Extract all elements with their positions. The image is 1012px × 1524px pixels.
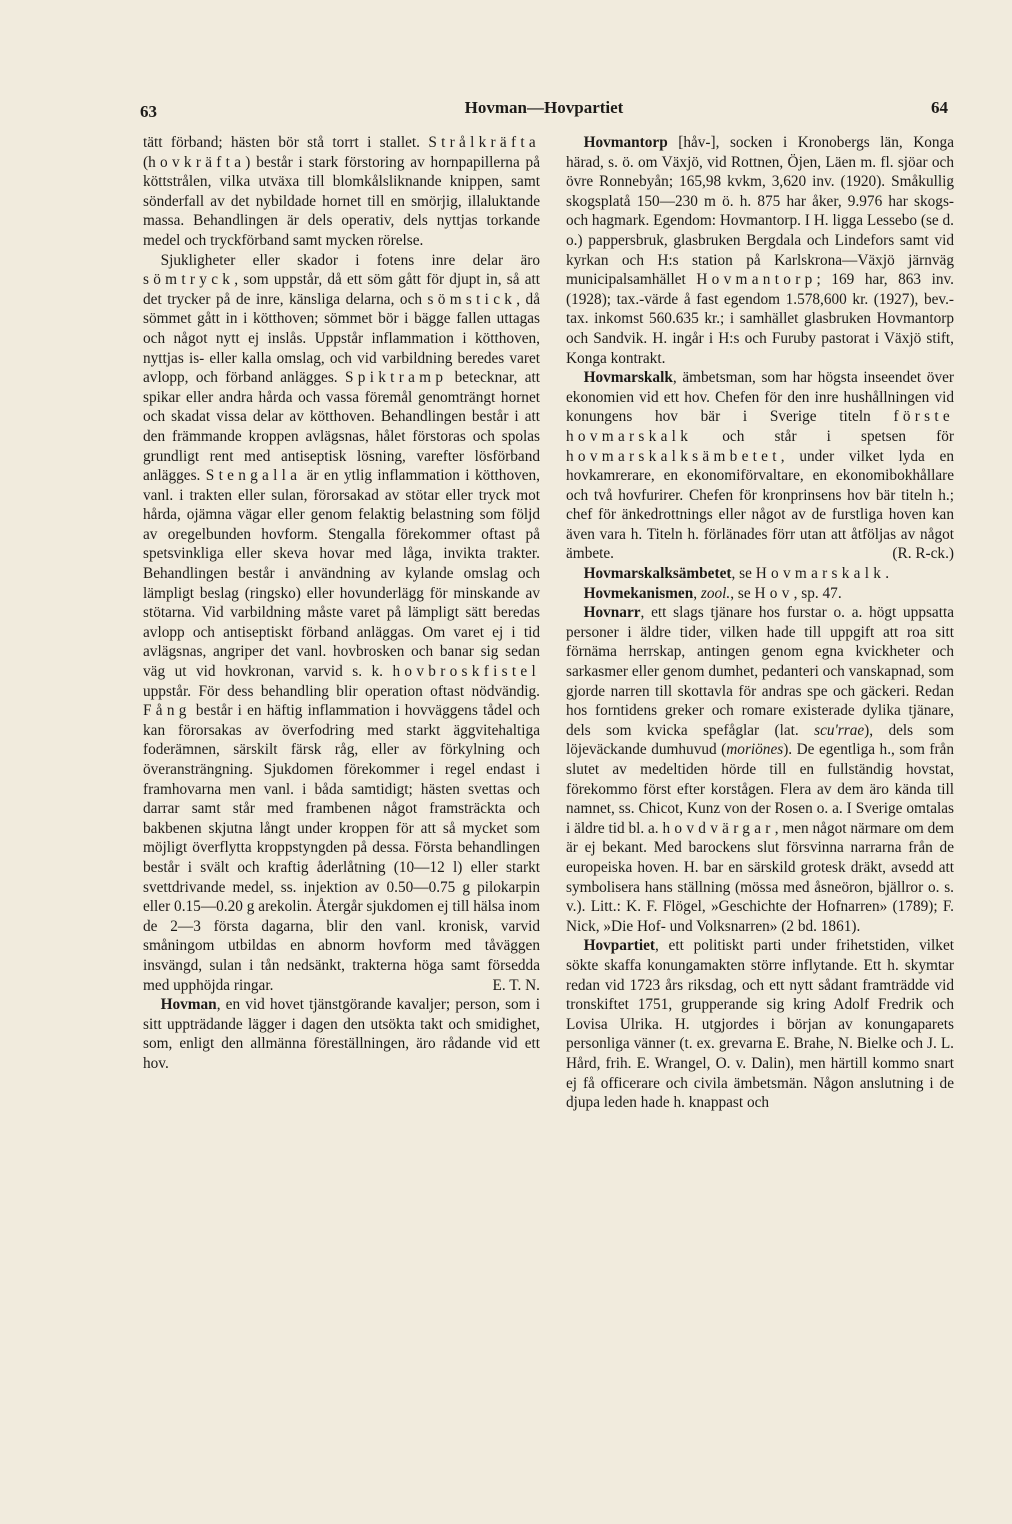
paragraph: tätt förband; hästen bör stå torrt i stallet. Strålkräfta (hovkräfta) består i stark förstoring av hornpapillerna på köttstrålen, vilka utväxa till blomkålsliknande knippen, samt sönderfall av det nybildade hornet till en smörjig, illaluktande massa. Behandlingen är dels operativ, dels nyttjas torkande medel och tryckförband samt mycken rörelse. — [143, 134, 540, 249]
author-signature: E. T. N. — [492, 976, 540, 994]
running-title: Hovman—Hovpartiet — [464, 98, 624, 117]
author-signature: (R. R-ck.) — [892, 545, 954, 563]
entry-headword: Hovpartiet — [583, 937, 655, 955]
entry-headword: Hovmantorp — [583, 134, 668, 151]
entry-hovmarskalk: Hovmarskalk, ämbetsman, som har högsta inseendet över ekonomien vid ett hov. Chefen för den inre hushållningen vid konungens hov bär i Sverige titeln förste hovmarskalk och står i spetsen för hovmarskalksämbetet, under vilket lyda en hovkamrerare, en ekonomiförvaltare, en ekonomibokhållare och två hovfurirer. Chefen för kronprinsens hov bär titeln h.; chef för änkedrottnings eller något av de furstliga hoven kan även vara h. Titeln h. förlänades förr utan att åtföljas av något ämbete. (R. R-ck.) — [566, 369, 954, 563]
page-number-left: 63 — [140, 102, 157, 121]
entry-hovpartiet: Hovpartiet, ett politiskt parti under frihetstiden, vilket sökte skaffa konungamakten större inflytande. Ett h. skymtar redan vid 1723 års riksdag, och ett nytt sådant framträdde vid tronskiftet 1751, grupperande sig kring Adolf Fredrik och Lovisa Ulrika. H. utgjordes i början av konungaparets personliga vänner (t. ex. grevarna E. Brahe, N. Bielke och J. L. Hård, frih. E. Wrangel, O. v. Dalin), men härtill kommo snart ej få officerare och civila ämbetsmän. Någon anslutning i de djupa leden hade h. knappast och — [566, 937, 954, 1112]
entry-headword: Hovman — [160, 996, 217, 1014]
left-column — [143, 133, 540, 1074]
page-header — [140, 98, 948, 124]
entry-headword: Hovnarr — [583, 604, 641, 622]
paragraph: Sjukligheter eller skador i fotens inre delar äro sömtryck, som uppstår, då ett söm gått för djupt in, så att det trycker på de inre, känsliga delarna, och sömstick, då sömmet gått in i kötthoven; sömmet bör i bägge fallen uttagas och något nytt ej inslås. Uppstår inflammation i kötthoven, nyttjas is- eller kalla omslag, och vid varbildning beredes varet avlopp, och förband anlägges. Spiktramp betecknar, att spikar eller andra hårda och vassa föremål genomträngt hornet och skadat vissa delar av kötthoven. Behandlingen består i att den främmande kroppen avlägsnas, hålet förstoras och spolas grundligt rent med antiseptisk lösning, varefter lösförband anlägges. Stengalla är en ytlig inflammation i kötthoven, vanl. i trakten eller sulan, förorsakad av stötar eller tryck mot hårda, ojämna vägar eller genom felaktig belastning som följd av oregelbunden hovform. Stengalla förekommer oftast på spetsvinkliga eller skeva hovar med låga, invikta trakter. Behandlingen består i användning av kylande omslag och lämpligt beslag (ringsko) eller hovunderlägg för minskande av stötarna. Vid varbildning måste varet på lämpligt sätt beredas avlopp och antiseptiskt förband anläggas. Om varet ej i tid avlägsnas, angriper det vanl. hovbrosken och banar sig sedan väg ut vid hovkronan, varvid s. k. hovbroskfistel uppstår. För dess behandling blir operation oftast nödvändig. Fång består i en häftig inflammation i hovväggens tådel och kan förorsakas av överfodring med starkt äggvitehaltiga foderämnen, särskilt färsk råg, eller av förkylning och överansträngning. Sjukdomen förekommer i regel endast i framhovarna men vanl. i båda samtidigt; hästen svettas och darrar samt står med frambenen något framsträckta och bakbenen skjutna långt under kroppen för att så mycket som möjligt överflytta kroppstyngden på dessa. Första behandlingen består i svält och kraftig åderlåtning (10—12 l) eller starkt svettdrivande medel, ss. injektion av 0.50—0.75 g pilokarpin eller 0.15—0.20 g arekolin. Återgår sjukdomen ej till hälsa inom de 2—3 första dagarna, blir den vanl. kronisk, varvid småningom utbildas en abnorm hovform med tåväggen insvängd, sulan i tån nedsänkt, trakterna höga samt försedda med upphöjda ringar. E. T. N. — [143, 251, 541, 994]
entry-hovnarr: Hovnarr, ett slags tjänare hos furstar o. a. högt uppsatta personer i äldre tider, vilken hade till uppgift att roa sitt förnäma herrskap, antingen genom egna kvickheter och sarkasmer eller genom dumhet, pedanteri och vanskapnad, som gjorde narren till skottavla för andras spe och gäckeri. Redan hos forntidens greker och romare existerade dylika tjänare, dels som kvicka spefåglar (lat. scu'rrae), dels som löjeväckande dumhuvud (moriönes). De egentliga h., som från slutet av medeltiden hörde till en fullständig hovstat, förekommo först efter korstågen. Flera av dem äro kända till namnet, ss. Chicot, Kunz von der Rosen o. a. I Sverige omtalas i äldre tid bl. a. hovdvärgar, men något närmare om dem är ej bekant. Med barockens slut försvinna narrarna från de europeiska hoven. H. bar en särskild grotesk dräkt, avsedd att symbolisera hans ställning (mössa med åsneöron, bjällror o. s. v.). Litt.: K. F. Flögel, »Geschichte der Hofnarren» (1789); F. Nick, »Die Hof- und Volksnarren» (2 bd. 1861). — [566, 604, 954, 935]
entry-hovmekanismen: Hovmekanismen, zool., se Hov, sp. 47. — [583, 584, 842, 602]
entry-hovmarskalksambetet: Hovmarskalksämbetet, se Hovmarskalk. — [583, 565, 890, 583]
right-column — [566, 133, 954, 1113]
entry-headword: Hovmarskalksämbetet — [583, 565, 732, 583]
entry-headword: Hovmekanismen — [583, 584, 694, 602]
entry-hovmantorp: Hovmantorp [håv-], socken i Kronobergs län, Konga härad, s. ö. om Växjö, vid Rottnen, Öjen, Läen m. fl. sjöar och övre Ronnebyån; 165,98 kvkm, 3,620 inv. (1920). Småkullig skogsplatå 150—230 m ö. h. 875 har åker, 9.976 har skogs- och hagmark. Egendom: Hovmantorp. I H. ligga Lessebo (se d. o.) pappersbruk, glasbruken Bergdala och Lindefors samt vid kyrkan och H:s station på Karlskrona—Växjö järnväg municipalsamhället Hovmantorp; 169 har, 863 inv. (1928); tax.-värde å fast egendom 1.578,600 kr. (1927), bev.-tax. inkomst 560.635 kr.; i samhället glasbruken Hovmantorp och Sandvik. H. ingår i H:s och Furuby pastorat i Växjö stift, Konga kontrakt. — [566, 134, 954, 367]
page-number-right: 64 — [931, 98, 948, 117]
entry-headword: Hovmarskalk — [583, 369, 673, 387]
entry-hovman: Hovman, en vid hovet tjänstgörande kavaljer; person, som i sitt uppträdande lägger i dagen den utsökta takt och smidighet, som, enligt den allmänna föreställningen, äro rådande vid ett hov. — [143, 996, 540, 1072]
